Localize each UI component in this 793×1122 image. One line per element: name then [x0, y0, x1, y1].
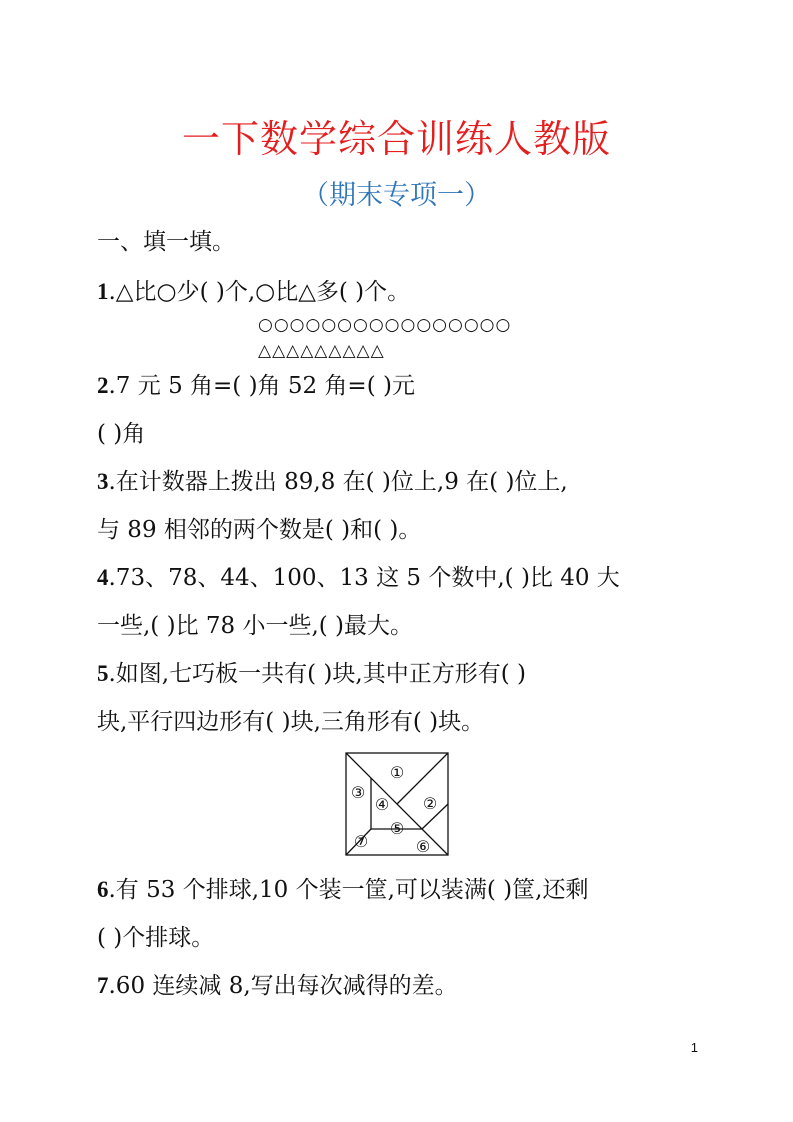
question-number: 6: [97, 877, 109, 902]
question-4-continued: 一些,( )比 78 小一些,( )最大。: [97, 613, 414, 639]
tangram-label-6: ⑥: [415, 837, 431, 856]
question-3-continued: 与 89 相邻的两个数是( )和( )。: [97, 517, 422, 543]
question-3: [97, 467, 568, 497]
section-heading: 一、填一填。: [97, 229, 235, 255]
triangles-row: △△△△△△△△△: [258, 341, 385, 361]
question-4: [97, 563, 620, 593]
question-text: .60 连续减 8,写出每次减得的差。: [108, 973, 458, 999]
question-text: .如图,七巧板一共有( )块,其中正方形有( ): [108, 661, 526, 687]
question-number: 2: [97, 373, 109, 398]
question-number: 1: [97, 279, 109, 304]
tangram-label-1: ①: [389, 763, 405, 782]
question-text: .有 53 个排球,10 个装一筐,可以装满( )筐,还剩: [108, 877, 589, 903]
question-1: [97, 277, 410, 307]
question-number: 4: [97, 565, 109, 590]
tangram-label-3: ③: [350, 783, 366, 802]
tangram-label-5: ⑤: [389, 819, 405, 838]
question-number: 3: [97, 469, 109, 494]
question-2-continued: ( )角: [97, 421, 146, 447]
page-title: 一下数学综合训练人教版: [181, 117, 611, 161]
question-text: .在计数器上拨出 89,8 在( )位上,9 在( )位上,: [108, 469, 568, 495]
question-text: .73、78、44、100、13 这 5 个数中,( )比 40 大: [108, 565, 620, 591]
question-number: 7: [97, 973, 109, 998]
page-number: 1: [690, 1040, 698, 1055]
question-6-continued: ( )个排球。: [97, 925, 215, 951]
question-number: 5: [97, 661, 109, 686]
question-6: [97, 875, 588, 905]
page-subtitle: （期末专项一）: [302, 180, 491, 211]
tangram-label-2: ②: [422, 794, 438, 813]
tangram-label-4: ④: [374, 795, 390, 814]
circles-row: ○○○○○○○○○○○○○○○○: [258, 315, 512, 335]
question-5-continued: 块,平行四边形有( )块,三角形有( )块。: [97, 709, 485, 735]
question-7: [97, 971, 458, 1001]
question-text: .△比○少( )个,○比△多( )个。: [108, 279, 411, 305]
tangram-label-7: ⑦: [353, 832, 369, 851]
question-text: .7 元 5 角=( )角 52 角=( )元: [108, 373, 415, 399]
question-2: [97, 371, 415, 401]
question-5: [97, 659, 526, 689]
tangram-figure: [345, 752, 449, 856]
